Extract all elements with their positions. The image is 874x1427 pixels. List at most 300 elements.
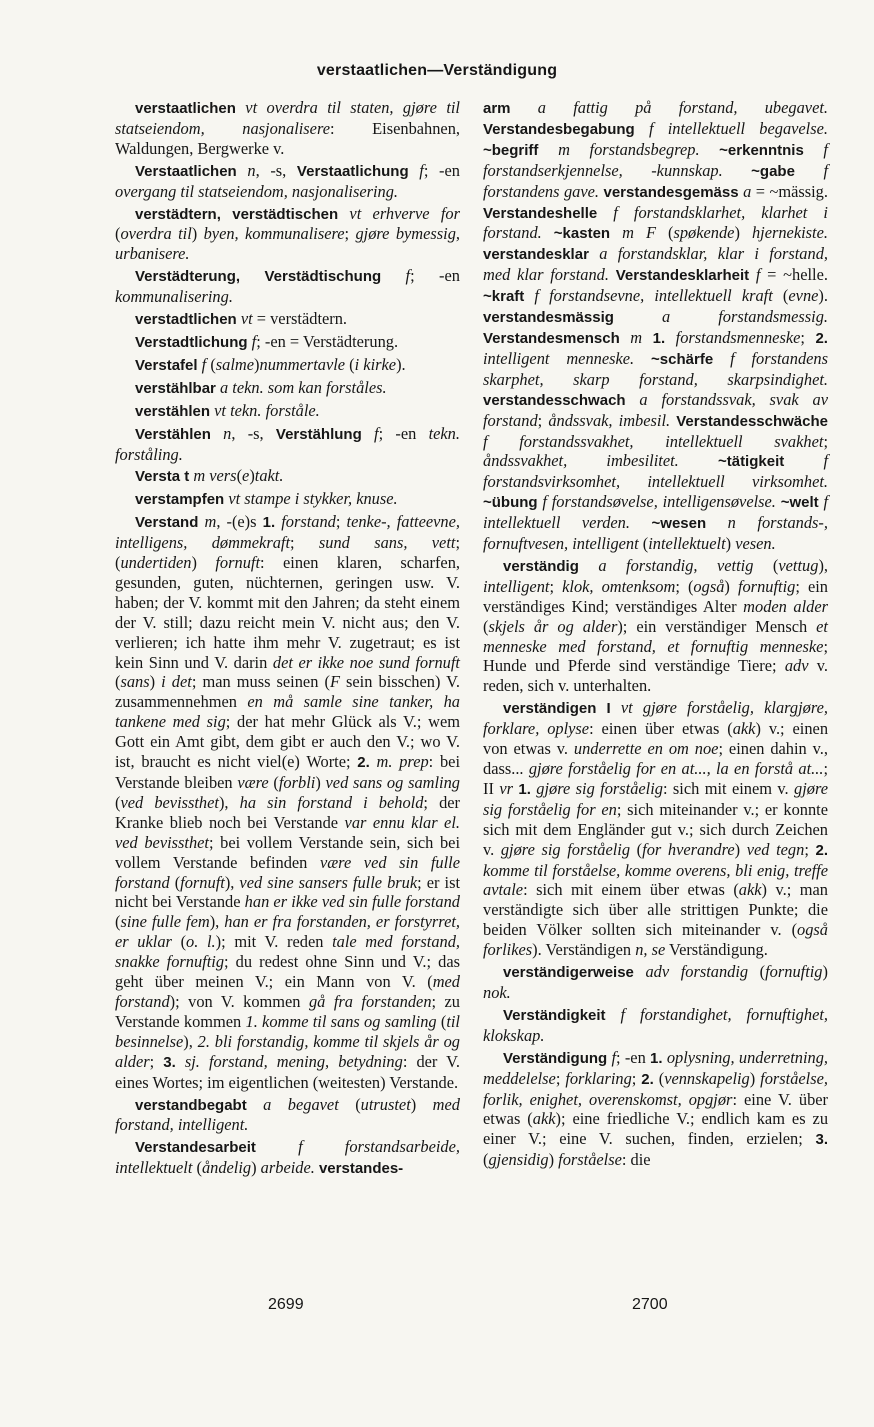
dictionary-entry xyxy=(483,556,828,696)
translation-text: komme til forståelse, komme overens, bli enig, treffe avtale xyxy=(483,860,828,900)
entry-text xyxy=(538,140,558,159)
translation-text: ved sine sansers fulle bruk xyxy=(239,872,418,892)
translation-text: også xyxy=(693,576,725,596)
translation-text: et menneske med forstand, et fornuftig menneske xyxy=(483,616,828,656)
translation-text: a forstandig, vettig xyxy=(598,555,754,575)
dictionary-entry xyxy=(115,204,460,265)
translation-text: det er ikke noe sund fornuft xyxy=(272,652,460,672)
entry-text: ; xyxy=(804,839,816,859)
entry-text xyxy=(634,962,646,981)
dictionary-entry xyxy=(115,378,460,399)
translation-text: gå fra forstanden xyxy=(308,991,432,1011)
headword: 2. xyxy=(641,1070,654,1088)
entry-text: ( xyxy=(638,534,649,554)
entry-text xyxy=(256,1137,298,1156)
headword: ~kasten xyxy=(553,225,611,243)
translation-text: gjøre sig forståelig xyxy=(500,839,631,859)
headword: Verstandeshelle xyxy=(483,204,598,222)
entry-text: ; xyxy=(549,576,563,596)
translation-text: en må samle sine tanker, ha tankene med sig xyxy=(115,692,460,732)
entry-text xyxy=(614,307,662,326)
translation-text: f xyxy=(374,423,379,443)
translation-text: a fattig på forstand, ubegavet. xyxy=(537,98,828,117)
entry-text: ( xyxy=(748,962,766,982)
entry-text: ) v.; man verständigte sich über alle strittigen Punkte; die beiden Völker sollten sich miteinander v. ( xyxy=(483,880,828,940)
headword: Verstählen xyxy=(135,425,211,443)
translation-text: m vers xyxy=(193,466,237,486)
translation-text: til besinnelse xyxy=(115,1011,460,1051)
entry-text: ; -en xyxy=(410,266,460,286)
entry-text: ); eine friedliche V.; endlich kam es zu einer V.; eine V. suchen, finden, erzielen; xyxy=(483,1109,829,1149)
translation-text: spøkende xyxy=(673,223,735,243)
headword: Verständigkeit xyxy=(503,1006,606,1024)
entry-text: ), xyxy=(209,912,225,932)
entry-text: = ~mässig. xyxy=(751,181,828,201)
translation-text: i kirke xyxy=(354,354,397,374)
translation-text: f forstandsvirksomhet, intellektuell virksomhet. xyxy=(483,451,828,492)
headword: verstandesgemäss xyxy=(603,183,739,201)
translation-text: m F xyxy=(622,223,656,243)
translation-text: skjels år og alder xyxy=(488,616,618,636)
translation-text: takt. xyxy=(254,466,284,486)
entry-text: ) xyxy=(725,534,736,554)
entry-text: ; -en xyxy=(616,1047,651,1067)
entry-text xyxy=(713,349,730,368)
entry-text: ; bei vollem Verstande sein, sich bei vollem Verstande befinden xyxy=(115,832,460,872)
translation-text: f intellektuell begavelse. xyxy=(648,118,828,138)
translation-text: f xyxy=(611,1047,617,1067)
page-number-left: 2699 xyxy=(268,1296,304,1313)
entry-text: ) xyxy=(315,773,326,792)
dictionary-entry xyxy=(115,309,460,330)
entry-text xyxy=(236,98,245,117)
entry-text: ; -en = Verstädterung. xyxy=(256,331,399,351)
headword: verstandes- xyxy=(318,1160,404,1178)
translation-text: forbli xyxy=(278,773,316,792)
translation-text: adv forstandig xyxy=(645,962,749,982)
entry-text: ). Verständigen xyxy=(532,940,636,960)
translation-text: a forstandsklar, klar i forstand, med klar forstand. xyxy=(483,244,828,285)
headword: verstandesmässig xyxy=(483,309,614,327)
headword: Verstadtlichung xyxy=(135,333,248,351)
translation-text: tenke-, fatteevne, intelligens, dømmekraft xyxy=(115,512,460,553)
headword: ~übung xyxy=(483,494,538,512)
entry-text: ) xyxy=(251,1158,261,1178)
entry-text: ( xyxy=(483,616,489,636)
entry-text: ) xyxy=(724,576,738,596)
translation-text: vt stampe i stykker, knuse. xyxy=(228,489,398,509)
headword: 2. xyxy=(357,754,370,772)
entry-text: ( xyxy=(268,773,279,792)
entry-text xyxy=(804,140,824,159)
entry-text: ) xyxy=(749,1068,761,1088)
entry-text xyxy=(542,223,554,242)
entry-text: ( xyxy=(171,932,187,952)
translation-text: tekn. forståling. xyxy=(115,423,460,464)
translation-text: byen, kommunalisere xyxy=(203,224,345,244)
entry-text: ); von V. kommen xyxy=(169,991,309,1011)
translation-text: åndssvakhet, imbesilitet. xyxy=(483,451,679,471)
right-column xyxy=(483,98,828,1172)
translation-text: nok. xyxy=(483,982,511,1002)
headword: ~erkenntnis xyxy=(719,141,804,159)
translation-text: sine fulle fem xyxy=(120,912,210,932)
translation-text: klok, omtenksom xyxy=(562,576,676,596)
entry-text xyxy=(626,390,640,409)
translation-text: forklaring xyxy=(565,1068,632,1088)
translation-text: n xyxy=(223,423,232,443)
translation-text: vt xyxy=(240,309,253,329)
dictionary-entry xyxy=(483,962,828,1003)
translation-text: vettug xyxy=(778,555,819,575)
entry-text xyxy=(723,161,751,180)
entry-text: v. reden, sich v. unterhalten. xyxy=(483,656,828,696)
left-column xyxy=(115,98,460,1181)
entry-text xyxy=(634,349,651,368)
entry-text: ; xyxy=(800,327,816,347)
translation-text: være xyxy=(237,773,269,792)
entry-text: ( xyxy=(169,872,181,892)
dictionary-entry xyxy=(483,98,828,554)
entry-text: ; -en xyxy=(423,160,460,180)
entry-text: ) xyxy=(822,962,828,982)
translation-text: vr xyxy=(499,778,513,798)
translation-text: gjøre bymessig, urbanisere. xyxy=(115,224,461,264)
translation-text: han er fra forstanden, er forstyrret, er uklar xyxy=(115,912,460,952)
entry-text xyxy=(679,451,718,470)
translation-text: gjøre sig forståelig xyxy=(536,778,663,798)
entry-text: ; xyxy=(823,431,828,451)
entry-text xyxy=(609,265,616,284)
dictionary-entry xyxy=(115,512,460,1092)
entry-text: = verstädtern. xyxy=(252,309,348,329)
entry-text: ; xyxy=(631,1068,642,1088)
entry-text: ; II xyxy=(483,759,829,798)
translation-text: a tekn. som kan forståles. xyxy=(219,377,387,397)
entry-text xyxy=(176,1052,185,1071)
translation-text: underrette en om noe xyxy=(573,739,719,759)
entry-text xyxy=(665,328,676,347)
entry-text: ; ( xyxy=(115,533,460,573)
entry-text xyxy=(596,698,606,717)
translation-text: m xyxy=(204,512,217,532)
translation-text: a forstandsmessig. xyxy=(661,307,828,327)
translation-text: i det xyxy=(161,672,192,692)
translation-text: n, se xyxy=(635,940,666,960)
entry-text xyxy=(211,424,223,443)
entry-text: ( xyxy=(483,1150,489,1170)
entry-text: ), xyxy=(183,1031,198,1051)
headword: 3. xyxy=(815,1131,828,1149)
headword: 2. xyxy=(815,329,828,347)
translation-text: sans xyxy=(120,672,150,692)
translation-text: evne xyxy=(788,286,819,306)
translation-text: også forlikes xyxy=(483,920,828,960)
entry-text: ( xyxy=(115,672,121,692)
entry-text: , -s, xyxy=(255,160,297,180)
entry-text: ( xyxy=(753,555,779,575)
translation-text: vt overdra til staten, gjøre til statseiendom, nasjonalisere xyxy=(115,98,460,138)
entry-text: ; man muss seinen ( xyxy=(191,672,330,692)
translation-text: oplysning, underretning, meddelelse xyxy=(483,1047,828,1088)
entry-text: ; ein verständiges Kind; verständiges Alter xyxy=(483,576,828,616)
headword: verstaatlichen xyxy=(135,100,236,117)
headword: verstandbegabt xyxy=(135,1096,247,1114)
headword: Verstaatlichung xyxy=(296,162,409,180)
entry-text xyxy=(630,513,652,532)
translation-text: adv xyxy=(784,656,809,676)
entry-text xyxy=(597,203,613,222)
entry-text xyxy=(409,161,420,180)
translation-text: f forstandsklarhet, klarhet i forstand. xyxy=(483,202,828,243)
entry-text xyxy=(606,1005,621,1024)
headword: verständigen xyxy=(503,700,597,718)
translation-text: n xyxy=(247,160,256,180)
entry-text: ) xyxy=(191,224,204,244)
translation-text: f forstandens skarphet, skarp forstand, skarpsindighet. xyxy=(483,348,828,389)
headword: 1. xyxy=(518,780,531,798)
entry-text: : Eisenbahnen, Waldungen, Bergwerke v. xyxy=(115,118,460,158)
page-number-right: 2700 xyxy=(632,1296,668,1313)
translation-text: forstandsmenneske xyxy=(675,327,801,347)
translation-text: han er ikke ved sin fulle forstand xyxy=(244,892,461,912)
entry-text: ; der Kranke blieb noch bei Verstande xyxy=(115,792,460,832)
headword: 2. xyxy=(815,841,829,859)
translation-text: m. prep xyxy=(376,752,429,772)
entry-text xyxy=(635,119,649,138)
translation-text: var ennu klar el. ved bevissthet xyxy=(115,812,460,852)
headword: arm xyxy=(483,100,511,117)
entry-text: : eine V. über etwas ( xyxy=(483,1089,828,1129)
entry-text xyxy=(381,266,405,285)
headword: verstandesschwach xyxy=(483,391,626,409)
translation-text: vt tekn. forståle. xyxy=(214,400,320,420)
translation-text: f xyxy=(755,265,761,285)
headword: verstählbar xyxy=(135,379,216,397)
entry-text xyxy=(370,752,377,771)
translation-text: F xyxy=(329,672,340,692)
translation-text: intelligent xyxy=(483,576,550,596)
dictionary-entry xyxy=(115,161,460,202)
dictionary-entry xyxy=(115,1137,460,1179)
translation-text: ha sin forstand i behold xyxy=(239,792,424,812)
translation-text: vt gjøre forståelig, klargjøre, forklare, oplyse xyxy=(483,698,828,739)
entry-text: ) xyxy=(249,466,255,486)
translation-text: f xyxy=(419,160,424,180)
entry-text xyxy=(611,698,621,717)
headword: Verstandesklarheit xyxy=(615,267,750,285)
headword: ~tätigkeit xyxy=(717,453,785,471)
headword: ~kraft xyxy=(483,288,525,306)
entry-text: : der V. eines Wortes; im eigentlichen (weitesten) Verstande. xyxy=(115,1051,460,1092)
entry-text: : sich mit einem über etwas ( xyxy=(523,880,739,900)
translation-text: hjernekiste. xyxy=(751,223,828,243)
entry-text: ) xyxy=(410,1094,433,1114)
entry-text: ; -en xyxy=(378,423,429,443)
headword: Verstädterung, Verstädtischung xyxy=(135,268,382,286)
translation-text: overgang til statseiendom, nasjonalisering. xyxy=(115,181,399,201)
translation-text: a forstandssvak, svak av forstand xyxy=(483,389,828,430)
translation-text: forståelse, forlik, enighet, overenskomst, opgjør xyxy=(483,1068,828,1109)
entry-text: ; ( xyxy=(675,576,694,596)
entry-text: ) xyxy=(734,839,747,859)
entry-text xyxy=(247,1095,263,1114)
dictionary-entry xyxy=(115,355,460,376)
translation-text: f xyxy=(201,354,207,374)
entry-text: ). xyxy=(818,286,828,306)
entry-text: ) xyxy=(149,672,162,692)
translation-text: akk xyxy=(738,880,762,900)
headword: verstädtern, verstädtischen xyxy=(135,205,339,223)
entry-text: Verständigung. xyxy=(665,940,768,960)
translation-text: vt erhverve for xyxy=(349,203,460,223)
headword: 1. xyxy=(650,1049,663,1067)
headword: 1. xyxy=(652,329,666,347)
headword: Verstand xyxy=(135,514,199,532)
dictionary-entry xyxy=(115,466,460,487)
entry-text: ; er ist nicht bei Verstande xyxy=(115,872,460,912)
dictionary-entry xyxy=(115,98,460,159)
entry-text: ( xyxy=(115,792,121,812)
entry-text: ( xyxy=(192,1158,202,1178)
translation-text: fornuft xyxy=(215,553,261,573)
translation-text: o. l. xyxy=(186,932,216,952)
headword: verstandesklar xyxy=(483,246,589,264)
translation-text: m xyxy=(630,327,643,347)
dictionary-entry xyxy=(115,266,460,307)
entry-text: : bei Verstande bleiben xyxy=(115,752,460,792)
entry-text: ), xyxy=(218,792,240,812)
headword: Verstandesschwäche xyxy=(676,412,828,430)
entry-text: ; zu Verstande kommen xyxy=(115,991,460,1031)
translation-text: være ved sin fulle forstand xyxy=(115,852,460,892)
translation-text: salme xyxy=(215,354,255,374)
translation-text: fornuftig xyxy=(737,576,796,596)
translation-text: n forstands-, fornuftvesen, intelligent xyxy=(483,513,828,554)
translation-text: åndelig xyxy=(201,1158,252,1178)
entry-text xyxy=(579,556,598,575)
entry-text: ( xyxy=(236,466,243,486)
dictionary-entry xyxy=(115,401,460,422)
headword: Verstandesarbeit xyxy=(135,1139,256,1157)
headword: verstadtlichen xyxy=(135,311,237,329)
dictionary-entry xyxy=(483,698,828,960)
headword: Verständigung xyxy=(503,1049,608,1067)
translation-text: f intellektuell verden. xyxy=(483,492,828,533)
entry-text: : einen über etwas ( xyxy=(589,719,733,739)
translation-text: f forstandserkjennelse, -kunnskap. xyxy=(483,139,828,180)
translation-text: forstand xyxy=(281,512,336,532)
entry-text xyxy=(589,244,599,263)
translation-text: arbeide. xyxy=(260,1158,315,1178)
translation-text: sund sans, vett xyxy=(318,533,456,553)
headword: I xyxy=(606,700,611,718)
entry-text xyxy=(706,513,728,532)
headword: ~schärfe xyxy=(651,350,714,368)
translation-text: forståelse xyxy=(558,1150,622,1170)
headword: ~gabe xyxy=(751,162,795,180)
entry-text: ; xyxy=(344,224,356,244)
entry-text: , -(e)s xyxy=(216,512,263,532)
translation-text: f xyxy=(405,266,411,286)
translation-text: moden alder xyxy=(743,596,828,616)
dictionary-entry xyxy=(115,1095,460,1136)
entry-text: ); ein verständiger Mensch xyxy=(617,616,817,636)
translation-text: tale med forstand, snakke fornuftig xyxy=(115,932,461,972)
translation-text: vennskapelig xyxy=(664,1068,750,1088)
translation-text: a xyxy=(743,181,752,201)
entry-text: ), xyxy=(224,872,240,892)
translation-text: 1. komme til sans og samling xyxy=(245,1011,437,1031)
entry-text: ( xyxy=(653,1068,665,1088)
entry-text: ; xyxy=(555,1068,566,1088)
headword: Verstafel xyxy=(135,356,198,374)
entry-text: ; Hunde und Pferde sind verständige Tiere; xyxy=(483,636,828,676)
entry-text: ) xyxy=(548,1150,559,1170)
entry-text: ( xyxy=(345,354,355,374)
translation-text: f forstandens gave. xyxy=(483,160,828,201)
translation-text: f xyxy=(251,331,257,351)
entry-text: ( xyxy=(206,354,216,374)
headword: ~welt xyxy=(780,494,819,512)
translation-text: f forstandsevne, intellektuell kraft xyxy=(534,286,773,306)
entry-text: ; der hat mehr Glück als V.; wem Gott ein Amt gibt, dem gibt er auch den V.; wo V. ist, braucht es nicht viel(e) Worte; xyxy=(115,712,460,772)
entry-text: = ~helle. xyxy=(760,265,828,285)
entry-text: ) v.; einen von etwas v. xyxy=(483,719,829,759)
translation-text: gjensidig xyxy=(488,1150,549,1170)
entry-text: ( xyxy=(115,224,121,244)
entry-text: ; xyxy=(335,512,347,532)
headword: Verstählung xyxy=(275,425,362,443)
entry-text xyxy=(642,328,653,347)
entry-text: ( xyxy=(772,286,789,306)
entry-text xyxy=(700,140,720,159)
translation-text: f forstandssvakhet, intellektuell svakhet xyxy=(483,431,824,451)
translation-text: sj. forstand, mening, betydning xyxy=(184,1051,403,1071)
entry-text: : einen klaren, scharfen, gesunden, guten, nüchternen, geringen usw. V. haben; der V. kommt mit den Jahren; da steht einem der V. still; dazu reicht mein V. nicht aus; den V. verlieren; ich hatte ihm mehr V. zugetraut; es ist kein Sinn und V. darin xyxy=(115,553,460,672)
entry-text xyxy=(511,98,538,117)
headword: verständig xyxy=(503,557,579,575)
entry-text: ) xyxy=(191,553,216,573)
translation-text: intelligent menneske. xyxy=(483,348,635,368)
entry-text: ; sich miteinander v.; er konnte sich mit dem Engländer gut v.; sich durch Zeichen v. xyxy=(483,799,828,859)
entry-text xyxy=(784,451,823,470)
translation-text: ved tegn xyxy=(746,839,805,859)
translation-text: akk xyxy=(532,1109,556,1129)
translation-text: ved sans og samling xyxy=(325,773,460,792)
translation-text: vesen. xyxy=(735,534,776,554)
entry-text xyxy=(620,328,631,347)
entry-text xyxy=(338,204,349,223)
dictionary-entry xyxy=(483,1048,828,1170)
headword: ~wesen xyxy=(651,515,707,533)
dictionary-entry xyxy=(483,1005,828,1046)
entry-text xyxy=(749,265,756,284)
entry-text: : die xyxy=(621,1150,651,1170)
entry-text: ) xyxy=(734,223,752,243)
entry-text xyxy=(795,161,823,180)
headword: 1. xyxy=(262,514,276,532)
entry-text: ( xyxy=(630,839,643,859)
translation-text: a begavet xyxy=(263,1094,339,1114)
entry-text xyxy=(237,161,248,180)
entry-text: ). xyxy=(396,354,406,374)
dictionary-entry xyxy=(115,424,460,465)
entry-text: ; xyxy=(149,1051,164,1071)
translation-text: gjøre sig forståelig for en xyxy=(483,778,828,819)
entry-text: ; xyxy=(290,533,319,553)
translation-text: intellektuelt xyxy=(648,534,726,554)
